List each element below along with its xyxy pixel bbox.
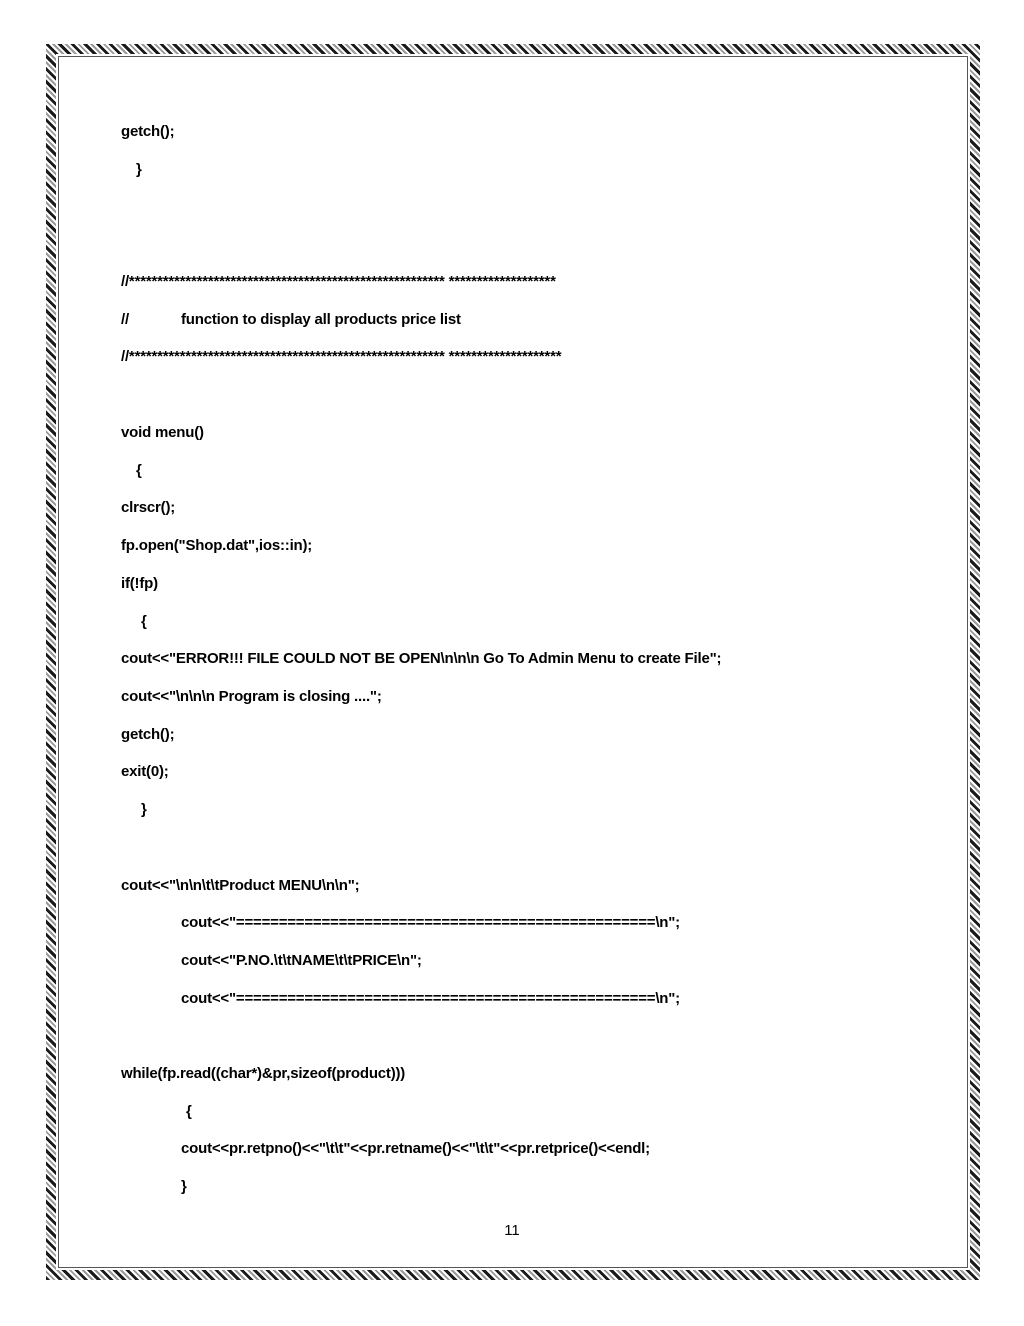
comment-separator-line: //******************************************************** ******************* bbox=[121, 273, 556, 290]
code-line: } bbox=[141, 801, 147, 818]
code-line: cout<<"P.NO.\t\tNAME\t\tPRICE\n"; bbox=[181, 952, 422, 969]
comment-separator-line: //******************************************************** ******************** bbox=[121, 348, 562, 365]
comment-text: function to display all products price list bbox=[181, 311, 461, 328]
code-line: getch(); bbox=[121, 123, 175, 140]
code-line: cout<<pr.retpno()<<"\t\t"<<pr.retname()<<"\t\t"<<pr.retprice()<<endl; bbox=[181, 1140, 650, 1157]
code-line: cout<<"ERROR!!! FILE COULD NOT BE OPEN\n\n\n Go To Admin Menu to create File"; bbox=[121, 650, 722, 667]
comment-marker: // bbox=[121, 311, 129, 328]
code-line: getch(); bbox=[121, 726, 175, 743]
page-number: 11 bbox=[504, 1222, 520, 1239]
code-line: exit(0); bbox=[121, 763, 169, 780]
code-line: cout<<"=================================================\n"; bbox=[181, 990, 680, 1007]
code-line: cout<<"\n\n\n Program is closing ...."; bbox=[121, 688, 382, 705]
code-line: if(!fp) bbox=[121, 575, 158, 592]
code-line: clrscr(); bbox=[121, 499, 176, 516]
code-line: cout<<"\n\n\t\tProduct MENU\n\n"; bbox=[121, 877, 360, 894]
code-line: } bbox=[136, 161, 142, 178]
code-line: { bbox=[136, 462, 142, 479]
function-signature: void menu() bbox=[121, 424, 204, 441]
code-line: cout<<"=================================================\n"; bbox=[181, 914, 680, 931]
code-line: } bbox=[181, 1178, 187, 1195]
code-line: { bbox=[141, 613, 147, 630]
code-line: { bbox=[186, 1103, 192, 1120]
code-line: while(fp.read((char*)&pr,sizeof(product))) bbox=[121, 1065, 406, 1082]
code-line: fp.open("Shop.dat",ios::in); bbox=[121, 537, 313, 554]
